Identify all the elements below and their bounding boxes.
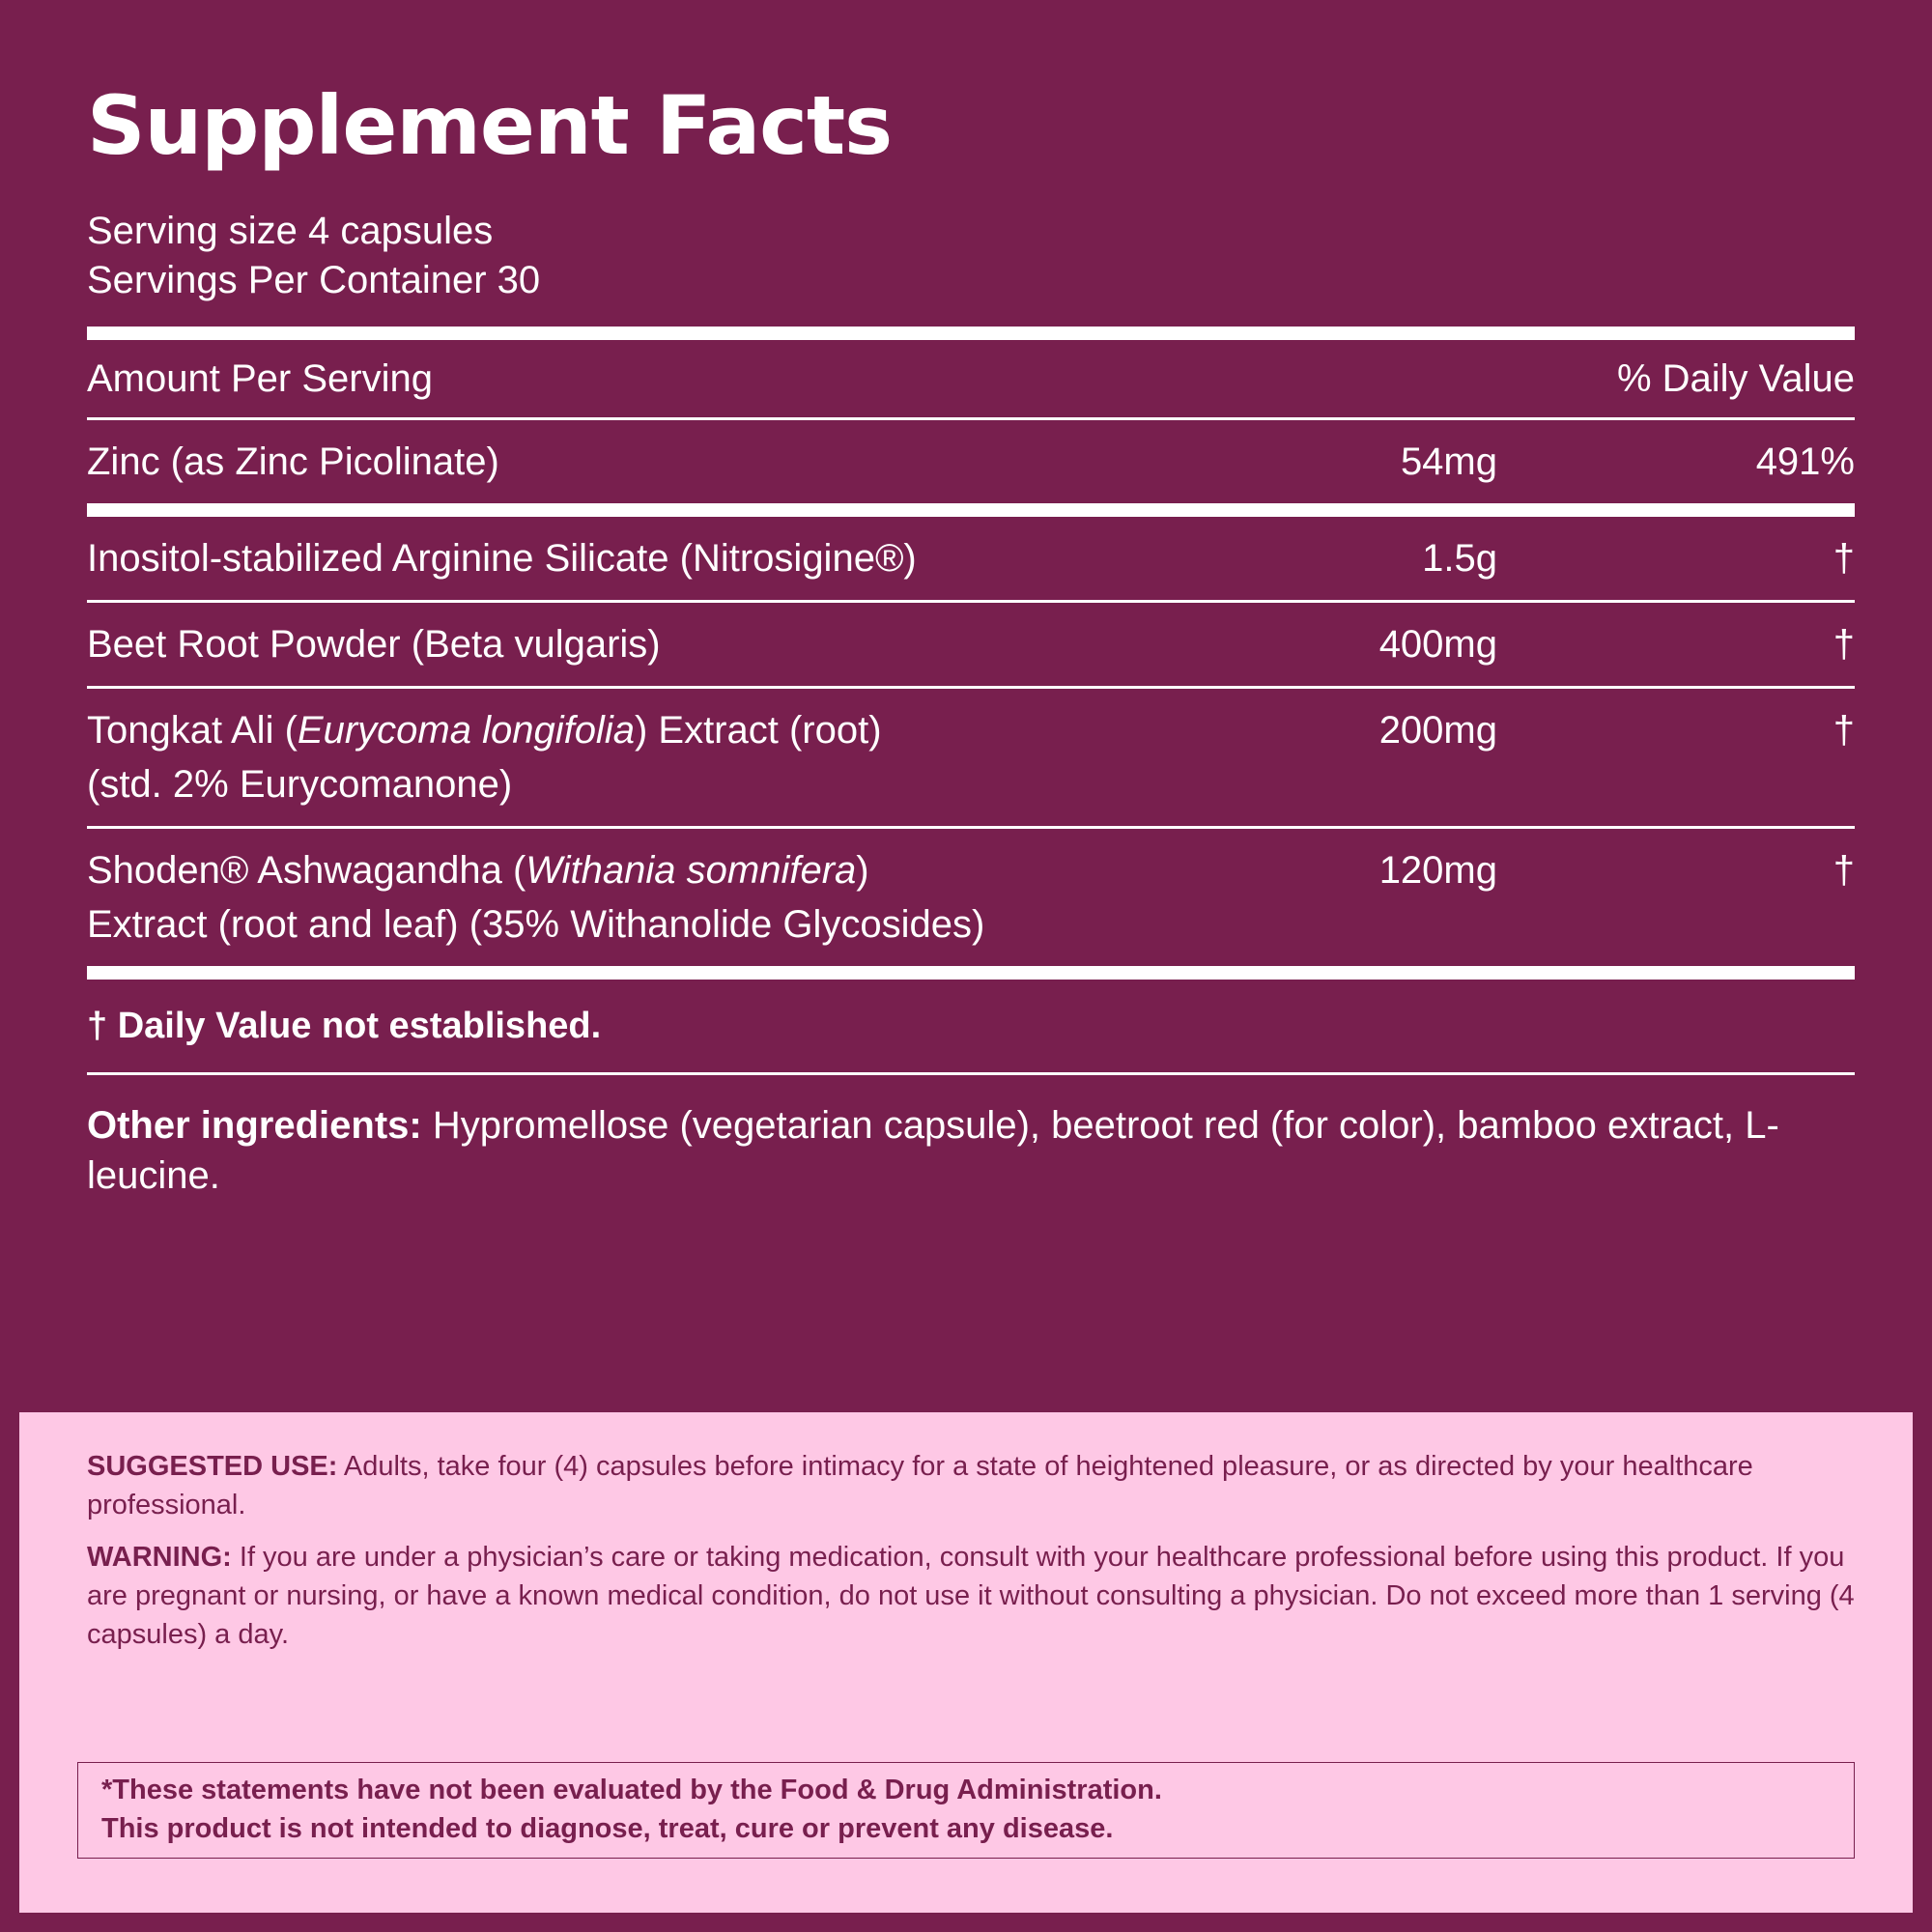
disclaimer-line-1: *These statements have not been evaluated by the Food & Drug Administration. [101,1775,1162,1805]
nutrient-name: Zinc (as Zinc Picolinate) [87,440,499,483]
ingredient-amount: 200mg [1378,709,1497,752]
ingredient-name-suffix: ) Extract (root) [634,709,882,752]
suggested-use-label: SUGGESTED USE: [87,1451,338,1482]
suggested-use [87,1447,1874,1524]
ingredient-row-tongkat-ali [87,689,1855,826]
usage-text [87,1447,1874,1654]
ingredient-amount: 1.5g [1422,537,1497,580]
ingredient-daily-value: † [1833,623,1855,666]
suggested-use-text: Adults, take four (4) capsules before intimacy for a state of heightened pleasure, or as directed by your healthcare professional. [87,1451,1753,1520]
other-ingredients-text: Hypromellose (vegetarian capsule), beetroot red (for color), bamboo extract, L-leucine. [87,1104,1779,1197]
divider-thick [87,966,1855,980]
fda-disclaimer [77,1762,1855,1859]
ingredient-latin-name: Eurycoma longifolia [297,709,635,752]
serving-size: Serving size 4 capsules [87,210,494,252]
nutrient-daily-value: 491% [1755,440,1855,483]
serving-info [87,207,1855,305]
facts-title: Supplement Facts [87,78,893,173]
other-ingredients [87,1100,1855,1201]
ingredient-name-suffix: ) [856,849,869,892]
ingredient-name-line2: Extract (root and leaf) (35% Withanolide Glycosides) [87,903,985,946]
usage-panel [19,1412,1913,1913]
disclaimer-line-2: This product is not intended to diagnose, treat, cure or prevent any disease. [101,1813,1114,1844]
ingredient-amount: 120mg [1378,849,1497,892]
ingredient-daily-value: † [1833,849,1855,892]
ingredient-row-nitrosigine [87,517,1855,600]
ingredient-name-prefix: Shoden® Ashwagandha ( [87,849,526,892]
nutrient-amount: 54mg [1400,440,1497,483]
ingredient-amount: 400mg [1378,623,1497,666]
ingredient-daily-value: † [1833,709,1855,752]
supplement-facts-panel [87,78,1855,1201]
ingredient-daily-value: † [1833,537,1855,580]
divider-thick [87,327,1855,340]
warning [87,1538,1874,1654]
facts-header-row [87,340,1855,417]
divider-thin [87,1072,1855,1075]
ingredient-row-beet-root [87,603,1855,686]
ingredient-latin-name: Withania somnifera [526,849,857,892]
ingredient-name [87,843,1285,952]
amount-per-serving-label: Amount Per Serving [87,357,433,400]
servings-per-container: Servings Per Container 30 [87,259,541,301]
ingredient-name [87,703,1285,811]
ingredient-name-prefix: Tongkat Ali ( [87,709,298,752]
daily-value-label: % Daily Value [1616,357,1855,400]
other-ingredients-label: Other ingredients: [87,1104,422,1147]
divider-thick [87,503,1855,517]
warning-label: WARNING: [87,1542,232,1573]
ingredient-name: Inositol-stabilized Arginine Silicate (Nitrosigine®) [87,537,917,580]
daily-value-note: † Daily Value not established. [87,1006,602,1046]
ingredient-row-ashwagandha [87,829,1855,966]
warning-text: If you are under a physician’s care or taking medication, consult with your healthcare professional before using this product. If you are pregnant or nursing, or have a known medical condition, do not use it without consulting a physician. Do not exceed more than 1 serving (4 capsules) a day. [87,1542,1855,1650]
ingredient-name: Beet Root Powder (Beta vulgaris) [87,623,661,666]
ingredient-name-line2: (std. 2% Eurycomanone) [87,763,513,806]
nutrient-row-zinc [87,420,1855,503]
